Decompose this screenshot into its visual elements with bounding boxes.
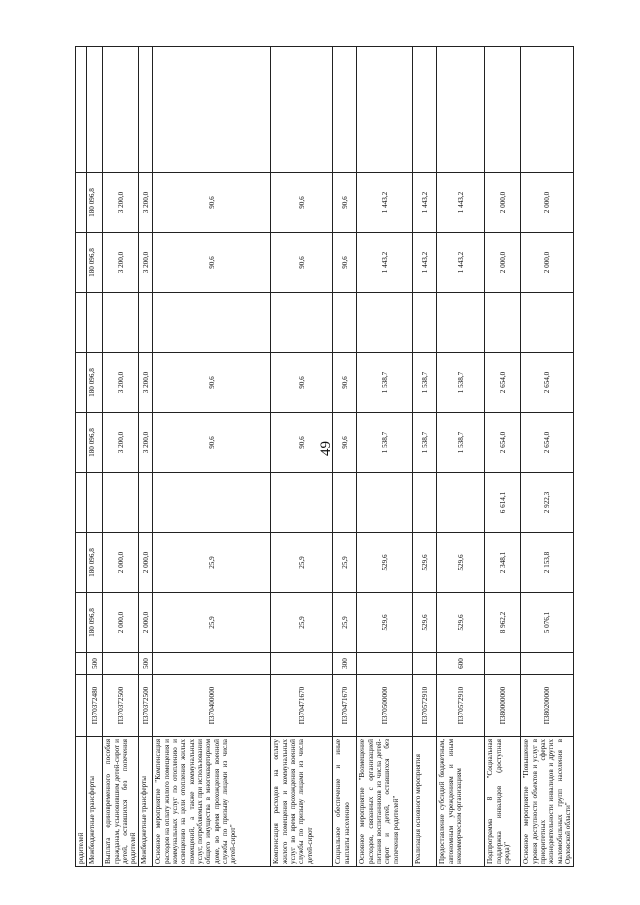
row-value-cell: 2 153,8 (521, 533, 574, 593)
row-vr-cell: 500 (87, 653, 103, 675)
row-value-cell: 3 200,0 (139, 233, 153, 293)
table-row (485, 47, 521, 867)
row-value-cell: 2 654,0 (521, 413, 574, 473)
row-value-cell (271, 473, 333, 533)
row-value-cell: 3 200,0 (103, 173, 139, 233)
row-value-cell: 2 000,0 (139, 593, 153, 653)
row-value-cell (413, 293, 437, 353)
row-name-cell: Реализация основного мероприятия (413, 737, 437, 867)
row-value-cell (413, 473, 437, 533)
row-code-cell: П370500000 (357, 675, 413, 737)
row-value-cell (357, 293, 413, 353)
row-value-cell (87, 47, 103, 173)
row-vr-cell (485, 653, 521, 675)
row-value-cell (76, 293, 87, 353)
row-name-cell: Компенсация расходов на оплату жилого помещения и коммунальных услуг во время прохождения военной службы по призыву лицами из числа детей-сирот (271, 737, 333, 867)
row-value-cell (357, 473, 413, 533)
row-value-cell: 90,6 (153, 413, 271, 473)
row-value-cell (521, 47, 574, 173)
row-value-cell: 2 000,0 (103, 533, 139, 593)
row-vr-cell (271, 653, 333, 675)
row-code-cell: П370400000 (153, 675, 271, 737)
row-value-cell (413, 47, 437, 173)
table-body (76, 47, 574, 867)
row-vr-cell (357, 653, 413, 675)
row-vr-cell (76, 653, 87, 675)
row-name-cell: родителей (76, 737, 87, 867)
row-value-cell: 2 922,3 (521, 473, 574, 533)
row-vr-cell: 500 (139, 653, 153, 675)
table-row (153, 47, 271, 867)
table-row (271, 47, 333, 867)
row-value-cell: 3 200,0 (103, 353, 139, 413)
row-name-cell: Выплата единовременного пособия гражданам, усыновившим детей-сирот и детей, оставшихся без попечения родителей (103, 737, 139, 867)
row-value-cell (333, 473, 357, 533)
table-row (139, 47, 153, 867)
row-value-cell (76, 473, 87, 533)
row-value-cell (103, 47, 139, 173)
row-value-cell: 180 096,8 (87, 593, 103, 653)
row-value-cell: 2 000,0 (485, 233, 521, 293)
row-value-cell (139, 47, 153, 173)
row-code-cell: П380200000 (521, 675, 574, 737)
row-value-cell: 529,6 (437, 533, 485, 593)
row-value-cell: 2 000,0 (485, 173, 521, 233)
row-value-cell: 90,6 (333, 413, 357, 473)
row-value-cell: 1 443,2 (357, 233, 413, 293)
row-value-cell (521, 293, 574, 353)
row-value-cell (357, 47, 413, 173)
row-value-cell (103, 293, 139, 353)
row-value-cell (153, 293, 271, 353)
row-value-cell: 1 538,7 (437, 353, 485, 413)
row-value-cell: 25,9 (153, 593, 271, 653)
row-value-cell: 3 200,0 (139, 173, 153, 233)
table-row (76, 47, 87, 867)
row-value-cell: 6 614,1 (485, 473, 521, 533)
table-row (103, 47, 139, 867)
row-value-cell: 180 096,8 (87, 173, 103, 233)
row-value-cell (76, 47, 87, 173)
row-value-cell: 3 200,0 (103, 413, 139, 473)
row-vr-cell: 300 (333, 653, 357, 675)
row-value-cell (153, 473, 271, 533)
row-code-cell: П370372480 (87, 675, 103, 737)
row-value-cell: 2 654,0 (485, 353, 521, 413)
table-row (437, 47, 485, 867)
row-name-cell: Основное мероприятие "Повышение уровня доступности объектов и услуг в приоритетных сферах жизнедеятельности инвалидов и других маломобильных групп населения в Орловской области" (521, 737, 574, 867)
row-value-cell: 1 443,2 (437, 173, 485, 233)
row-name-cell: Социальное обеспечение и иные выплаты населению (333, 737, 357, 867)
row-value-cell (76, 173, 87, 233)
row-value-cell (76, 533, 87, 593)
row-vr-cell (103, 653, 139, 675)
row-value-cell (333, 293, 357, 353)
row-value-cell: 529,6 (357, 533, 413, 593)
table-row (357, 47, 413, 867)
row-value-cell (153, 47, 271, 173)
row-value-cell: 90,6 (271, 413, 333, 473)
row-value-cell: 1 443,2 (357, 173, 413, 233)
row-value-cell: 2 000,0 (139, 533, 153, 593)
row-name-cell: Основное мероприятие "Возмещение расходов, связанных с организацией питания воспитанников из числа детей-сирот и детей, оставшихся без попечения родителей" (357, 737, 413, 867)
row-value-cell: 1 538,7 (357, 413, 413, 473)
page-number-text: 49 (317, 441, 334, 456)
row-value-cell (437, 473, 485, 533)
row-value-cell: 1 443,2 (413, 173, 437, 233)
row-value-cell (76, 353, 87, 413)
row-value-cell: 90,6 (153, 353, 271, 413)
row-value-cell: 25,9 (271, 593, 333, 653)
row-code-cell: П370471670 (333, 675, 357, 737)
row-value-cell: 529,6 (357, 593, 413, 653)
row-vr-cell (521, 653, 574, 675)
row-value-cell: 90,6 (271, 173, 333, 233)
row-value-cell: 2 654,0 (521, 353, 574, 413)
row-value-cell: 1 538,7 (413, 353, 437, 413)
table-row (87, 47, 103, 867)
row-value-cell: 90,6 (333, 173, 357, 233)
row-value-cell: 1 443,2 (437, 233, 485, 293)
row-value-cell (139, 293, 153, 353)
budget-table-rotated (75, 47, 572, 867)
row-value-cell (76, 233, 87, 293)
row-name-cell: Подпрограмма 8 "Социальная поддержка инвалидов (доступная среда)" (485, 737, 521, 867)
row-value-cell: 90,6 (153, 233, 271, 293)
row-value-cell: 90,6 (153, 173, 271, 233)
row-value-cell: 1 538,7 (413, 413, 437, 473)
row-value-cell: 2 000,0 (103, 593, 139, 653)
row-value-cell (87, 473, 103, 533)
row-value-cell: 25,9 (333, 593, 357, 653)
row-value-cell (76, 413, 87, 473)
row-value-cell: 180 096,8 (87, 533, 103, 593)
row-code-cell: П370372500 (139, 675, 153, 737)
row-code-cell: П370471670 (271, 675, 333, 737)
table-row (333, 47, 357, 867)
row-value-cell: 3 200,0 (139, 413, 153, 473)
row-value-cell (139, 473, 153, 533)
row-name-cell: Основное мероприятие "Компенсация расходов на оплату жилого помещения и коммунальных услуг по отоплению и освещению на цели отопления жилых помещений, а также коммунальных услуг, потребляемых при использовании общего имущества в многоквартирном доме, во время прохождения военной службы по призыву лицами из числа детей-сирот" (153, 737, 271, 867)
row-value-cell: 90,6 (333, 353, 357, 413)
row-vr-cell: 600 (437, 653, 485, 675)
row-vr-cell (153, 653, 271, 675)
row-value-cell: 25,9 (333, 533, 357, 593)
row-code-cell: П380000000 (485, 675, 521, 737)
row-code-cell: П370572910 (413, 675, 437, 737)
row-value-cell (271, 47, 333, 173)
row-value-cell: 529,6 (413, 593, 437, 653)
row-value-cell: 1 443,2 (413, 233, 437, 293)
row-value-cell (437, 293, 485, 353)
row-value-cell: 2 654,0 (485, 413, 521, 473)
row-value-cell: 3 200,0 (103, 233, 139, 293)
row-value-cell (333, 47, 357, 173)
table-viewport (75, 47, 572, 867)
row-value-cell (87, 293, 103, 353)
row-value-cell (271, 293, 333, 353)
table-row (521, 47, 574, 867)
budget-table (75, 46, 574, 867)
row-code-cell (76, 675, 87, 737)
row-value-cell: 25,9 (153, 533, 271, 593)
row-value-cell: 1 538,7 (437, 413, 485, 473)
row-value-cell (437, 47, 485, 173)
row-value-cell: 90,6 (271, 353, 333, 413)
row-value-cell: 180 096,8 (87, 233, 103, 293)
row-value-cell: 90,6 (271, 233, 333, 293)
row-value-cell (485, 47, 521, 173)
row-value-cell: 8 962,2 (485, 593, 521, 653)
row-value-cell: 25,9 (271, 533, 333, 593)
row-value-cell: 90,6 (333, 233, 357, 293)
row-value-cell: 529,6 (437, 593, 485, 653)
row-code-cell: П370572910 (437, 675, 485, 737)
row-value-cell: 2 000,0 (521, 173, 574, 233)
row-vr-cell (413, 653, 437, 675)
row-value-cell: 3 200,0 (139, 353, 153, 413)
row-name-cell: Межбюджетные трансферты (87, 737, 103, 867)
row-value-cell (76, 593, 87, 653)
row-value-cell: 2 000,0 (521, 233, 574, 293)
row-value-cell: 529,6 (413, 533, 437, 593)
table-row (413, 47, 437, 867)
row-value-cell (103, 473, 139, 533)
row-value-cell: 5 076,1 (521, 593, 574, 653)
row-value-cell: 180 096,8 (87, 353, 103, 413)
row-value-cell: 2 348,1 (485, 533, 521, 593)
row-name-cell: Предоставление субсидий бюджетным, автономным учреждениям и иным некоммерческим организациям (437, 737, 485, 867)
row-value-cell: 1 538,7 (357, 353, 413, 413)
row-code-cell: П370372500 (103, 675, 139, 737)
row-value-cell: 180 096,8 (87, 413, 103, 473)
row-name-cell: Межбюджетные трансферты (139, 737, 153, 867)
row-value-cell (485, 293, 521, 353)
